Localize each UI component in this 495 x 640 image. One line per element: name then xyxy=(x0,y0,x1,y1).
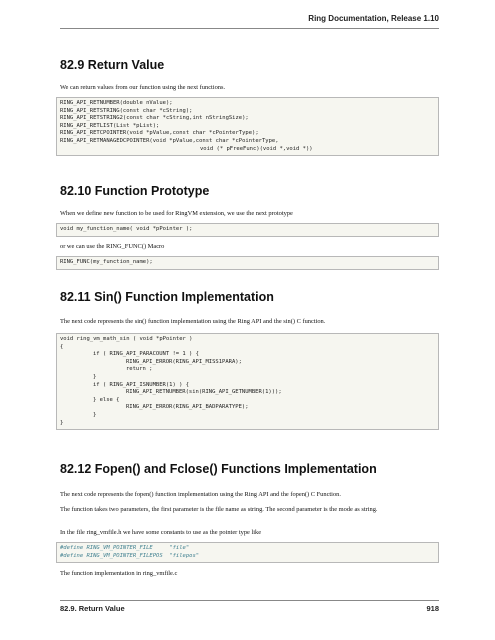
running-header-title: Ring Documentation, Release 1.10 xyxy=(308,14,439,23)
paragraph: The next code represents the sin() function implementation using the Ring API and the sin() C function. xyxy=(60,318,326,325)
code-line: if ( RING_API_PARACOUNT != 1 ) { xyxy=(93,351,199,358)
code-line: RING_API_RETLIST(List *pList); xyxy=(60,122,160,129)
code-line: void my_function_name( void *pPointer ); xyxy=(60,226,193,232)
code-line: RING_API_ERROR(RING_API_BADPARATYPE); xyxy=(126,404,249,411)
code-line: RING_FUNC(my_function_name); xyxy=(60,259,153,265)
page-number: 918 xyxy=(426,604,439,613)
code-line: } xyxy=(93,373,97,380)
section-heading-function-prototype: 82.10 Function Prototype xyxy=(60,184,210,198)
code-line: RING_API_RETCPOINTER(void *pValue,const char *cPointerType); xyxy=(60,130,259,137)
code-block-ring-func xyxy=(56,256,439,270)
code-line: } xyxy=(60,419,64,426)
code-line: RING_API_ERROR(RING_API_MISS1PARA); xyxy=(126,358,242,365)
paragraph: The function implementation in ring_vmfile.c xyxy=(60,570,178,577)
paragraph: When we define new function to be used for RingVM extension, we use the next prototype xyxy=(60,210,293,217)
footer-section-link[interactable]: 82.9. Return Value xyxy=(60,604,125,613)
code-line: RING_API_RETSTRING(const char *cString); xyxy=(60,107,193,114)
section-heading-sin: 82.11 Sin() Function Implementation xyxy=(60,290,274,304)
footer-rule xyxy=(60,600,439,601)
paragraph: The function takes two parameters, the first parameter is the file name as string. The second parameter is the mode as string. xyxy=(60,506,378,513)
paragraph: The next code represents the fopen() function implementation using the Ring API and the fopen() C Function. xyxy=(60,491,341,498)
code-line: void (* pFreeFunc)(void *,void *)) xyxy=(200,145,313,152)
section-heading-return-value: 82.9 Return Value xyxy=(60,58,165,72)
code-block-prototype xyxy=(56,223,439,237)
header-rule xyxy=(60,28,439,29)
code-block-pointer-types xyxy=(56,542,439,563)
code-line: } else { xyxy=(93,396,120,403)
code-line: void ring_vm_math_sin ( void *pPointer ) xyxy=(60,336,193,342)
code-line: #define RING_VM_POINTER_FILEPOS "filepos" xyxy=(60,552,200,559)
code-line: { xyxy=(60,343,64,350)
code-line: RING_API_RETMANAGEDCPOINTER(void *pValue,const char *cPointerType, xyxy=(60,137,279,144)
code-line: if ( RING_API_ISNUMBER(1) ) { xyxy=(93,381,190,388)
code-block-sin xyxy=(56,333,439,430)
code-line: RING_API_RETSTRING2(const char *cString,int nStringSize); xyxy=(60,115,249,122)
code-line: } xyxy=(93,411,97,418)
code-block-return-value xyxy=(56,97,439,156)
code-line: RING_API_RETNUMBER(sin(RING_API_GETNUMBER(1))); xyxy=(126,389,282,396)
code-line: return ; xyxy=(126,366,153,373)
paragraph: We can return values from our function using the next functions. xyxy=(60,84,226,91)
section-heading-fopen-fclose: 82.12 Fopen() and Fclose() Functions Implementation xyxy=(60,462,377,476)
code-line: RING_API_RETNUMBER(double nValue); xyxy=(60,100,173,106)
paragraph: In the file ring_vmfile.h we have some constants to use as the pointer type like xyxy=(60,529,262,536)
paragraph: or we can use the RING_FUNC() Macro xyxy=(60,243,165,250)
code-line: #define RING_VM_POINTER_FILE "file" xyxy=(60,545,190,551)
